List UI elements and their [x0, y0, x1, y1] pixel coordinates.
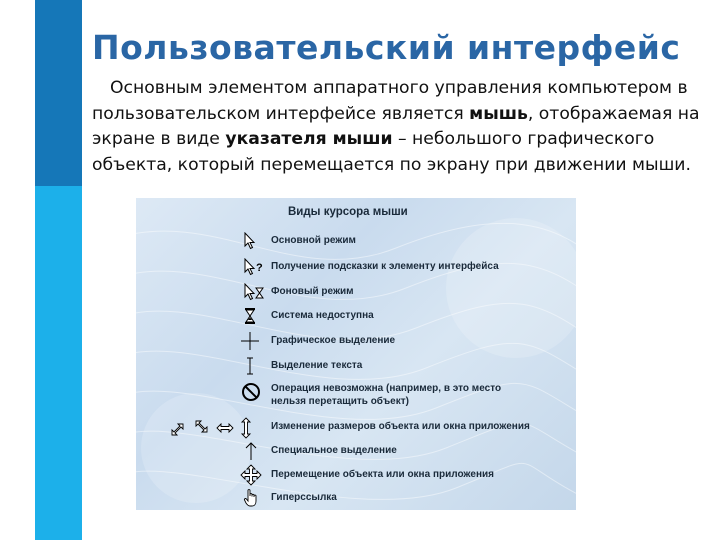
cursor-label: Получение подсказки к элементу интерфейса: [271, 261, 499, 272]
cursor-row: [136, 441, 576, 463]
cursor-row: [136, 231, 576, 253]
cursor-row: [136, 331, 576, 353]
hand-cursor-icon: [243, 488, 259, 508]
cursor-label: Специальное выделение: [271, 445, 397, 456]
cursor-row: [136, 381, 576, 411]
page-title: Пользовательский интерфейс: [92, 28, 681, 67]
text-ibeam-cursor-icon: [244, 356, 256, 376]
cursor-label: Операция невозможна (например, в это место: [271, 383, 502, 394]
body-paragraph: [92, 76, 710, 178]
svg-text:?: ?: [256, 262, 263, 274]
cursor-label: Гиперссылка: [271, 492, 337, 503]
arrow-cursor-icon: [244, 232, 258, 250]
cursor-types-figure: [136, 198, 576, 510]
figure-title: Виды курсора мыши: [288, 206, 408, 218]
cursor-label: Изменение размеров объекта или окна приложения: [271, 421, 530, 432]
cursor-row: [136, 306, 576, 328]
paragraph-text-1: Основным элементом аппаратного управления компьютером в пользовательском интерфейсе является: [92, 78, 688, 124]
cursor-row: [136, 356, 576, 378]
resize-cursors-icon: [170, 417, 266, 439]
cursor-row: [136, 464, 576, 486]
accent-bar-top: [35, 0, 82, 186]
cursor-row: [136, 282, 576, 304]
cursor-label: Графическое выделение: [271, 335, 396, 346]
move-cursor-icon: [240, 464, 262, 486]
crosshair-cursor-icon: [240, 331, 260, 351]
accent-bar-bottom: [35, 186, 82, 540]
hourglass-cursor-icon: [243, 307, 257, 325]
paragraph-bold-2: указателя мыши: [225, 129, 393, 149]
cursor-label: Выделение текста: [271, 360, 363, 371]
cursor-label: Перемещение объекта или окна приложения: [271, 469, 494, 480]
cursor-label: Система недоступна: [271, 310, 374, 321]
paragraph-text-2: , отображаемая на экране в виде: [92, 103, 700, 149]
paragraph-bold-1: мышь: [469, 103, 528, 124]
help-cursor-icon: [244, 258, 266, 276]
cursor-row: [136, 257, 576, 279]
cursor-row: [136, 488, 576, 510]
up-arrow-cursor-icon: [244, 441, 258, 461]
cursor-label-continued: нельзя перетащить объект): [271, 396, 409, 407]
cursor-label: Фоновый режим: [271, 286, 354, 297]
cursor-row: [136, 417, 576, 439]
cursor-label: Основной режим: [271, 235, 356, 246]
background-busy-cursor-icon: [244, 283, 266, 301]
unavailable-cursor-icon: [241, 382, 261, 402]
paragraph-text-3: – небольшого графического объекта, который перемещается по экрану при движении мыши.: [92, 129, 691, 175]
